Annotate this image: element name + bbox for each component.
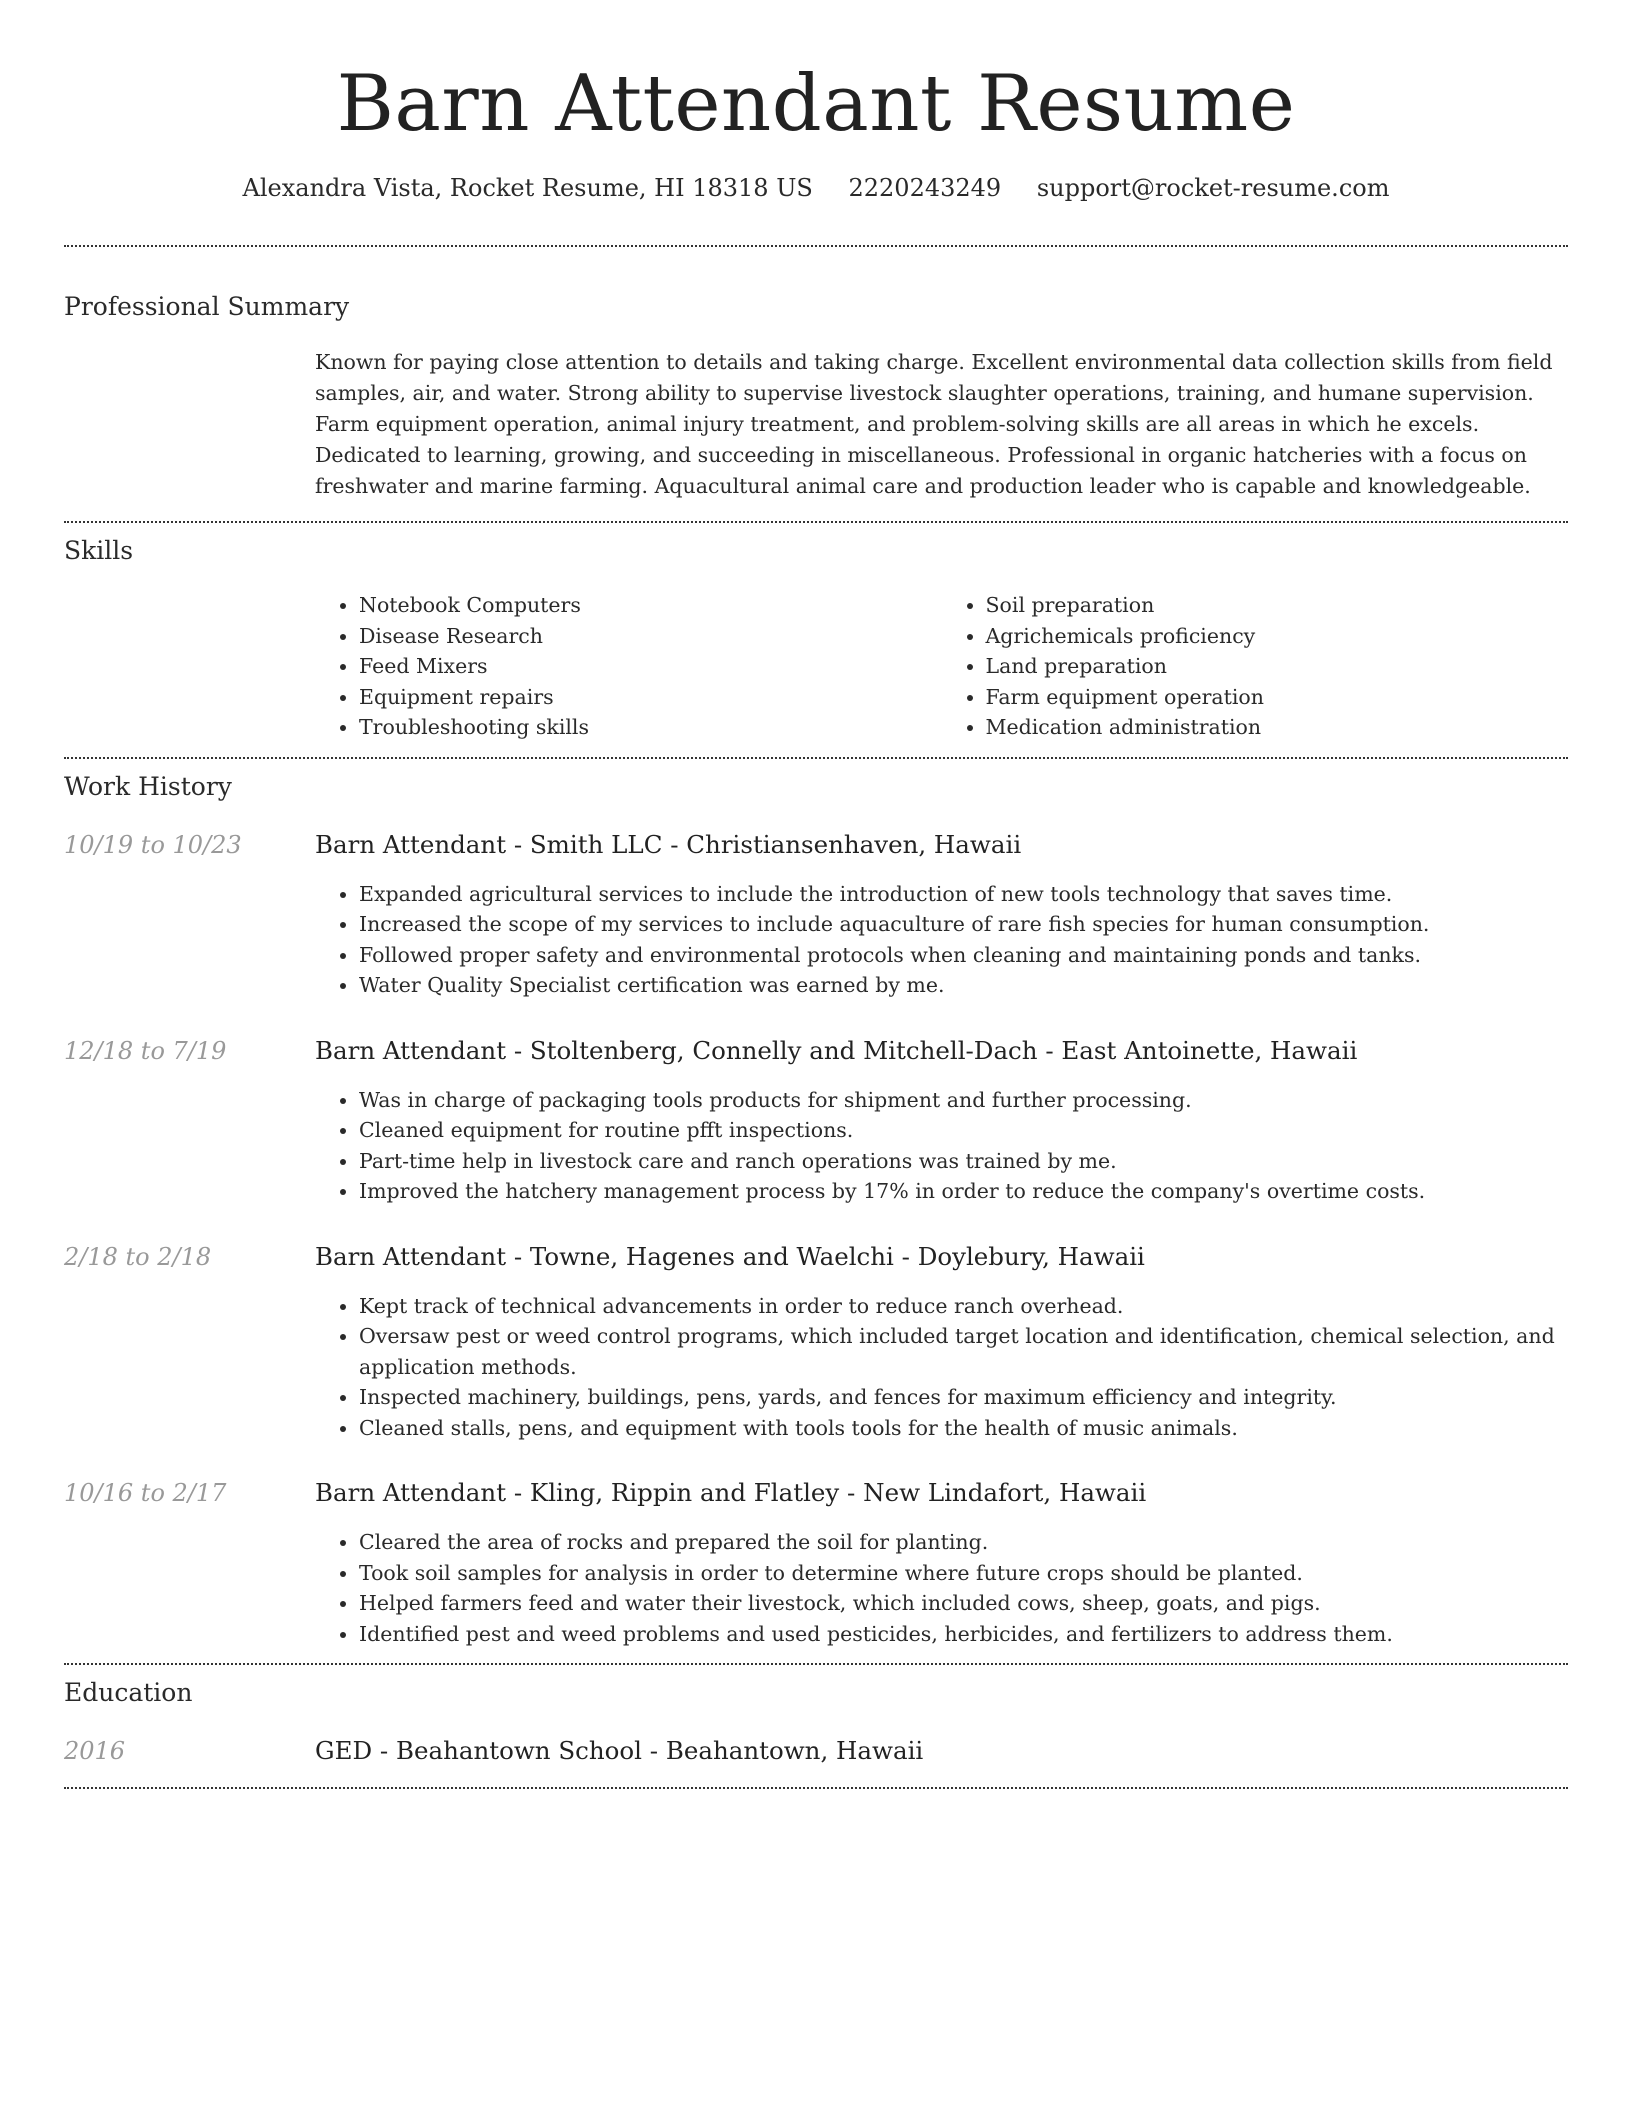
- job-bullets: [315, 879, 1568, 1001]
- job-bullet: • Kept track of technical advancements in order to reduce ranch overhead.: [359, 1291, 1568, 1322]
- contact-address: Alexandra Vista, Rocket Resume, HI 18318 US: [242, 174, 813, 202]
- job-bullet: • Expanded agricultural services to include the introduction of new tools technology that saves time.: [359, 879, 1568, 910]
- job-bullet: • Water Quality Specialist certification was earned by me.: [359, 970, 1568, 1001]
- job-bullet: • Oversaw pest or weed control programs, which included target location and identification, chemical selection, and application methods.: [359, 1321, 1568, 1382]
- job-bullet: • Identified pest and weed problems and used pesticides, herbicides, and fertilizers to address them.: [359, 1619, 1568, 1650]
- education-entry: [64, 1735, 1568, 1767]
- divider: [64, 1787, 1568, 1789]
- skill-item: • Farm equipment operation: [986, 682, 1569, 713]
- job-bullets: [315, 1527, 1568, 1649]
- divider: [64, 245, 1568, 247]
- contact-email: support@rocket-resume.com: [1036, 174, 1390, 202]
- job-dates: 10/16 to 2/17: [64, 1479, 227, 1507]
- skill-item: • Agrichemicals proficiency: [986, 621, 1569, 652]
- skill-item: • Soil preparation: [986, 590, 1569, 621]
- job-entry: [64, 1241, 1568, 1444]
- job-title: Barn Attendant - Towne, Hagenes and Waelchi - Doylebury, Hawaii: [315, 1241, 1145, 1271]
- work-heading: Work History: [64, 771, 232, 801]
- skills-list: [315, 590, 1568, 743]
- divider: [64, 521, 1568, 523]
- education-heading: Education: [64, 1678, 193, 1707]
- job-bullet: • Was in charge of packaging tools products for shipment and further processing.: [359, 1085, 1568, 1116]
- skill-item: • Troubleshooting skills: [359, 712, 942, 743]
- resume-page: [64, 0, 1568, 1789]
- job-bullet: • Cleaned stalls, pens, and equipment with tools tools for the health of music animals.: [359, 1413, 1568, 1444]
- job-bullet: • Cleaned equipment for routine pfft inspections.: [359, 1115, 1568, 1146]
- job-dates: 10/19 to 10/23: [64, 830, 242, 859]
- skills-column-right: [942, 590, 1569, 743]
- job-bullets: [315, 1291, 1568, 1444]
- job-bullet: • Followed proper safety and environmental protocols when cleaning and maintaining ponds and tanks.: [359, 940, 1568, 971]
- job-title: Barn Attendant - Kling, Rippin and Flatley - New Lindafort, Hawaii: [315, 1478, 1147, 1507]
- job-bullets: [315, 1085, 1568, 1207]
- education-year: 2016: [64, 1737, 126, 1765]
- job-bullet: • Took soil samples for analysis in order to determine where future crops should be planted.: [359, 1558, 1568, 1589]
- skill-item: • Medication administration: [986, 712, 1569, 743]
- resume-title: Barn Attendant Resume: [336, 59, 1296, 149]
- job-dates: 12/18 to 7/19: [64, 1036, 227, 1065]
- divider: [64, 757, 1568, 759]
- job-bullet: • Helped farmers feed and water their livestock, which included cows, sheep, goats, and pigs.: [359, 1588, 1568, 1619]
- job-entry: [64, 829, 1568, 1001]
- skills-column-left: [315, 590, 942, 743]
- skills-heading: Skills: [64, 536, 134, 565]
- job-dates: 2/18 to 2/18: [64, 1242, 212, 1271]
- summary-text: Known for paying close attention to details and taking charge. Excellent environmental data collection skills from field samples, air, and water. Strong ability to supervise livestock slaughter operations, training, and humane supervision. Farm equipment operation, animal injury treatment, and problem-solving skills are all areas in which he excels. Dedicated to learning, growing, and succeeding in miscellaneous. Professional in organic hatcheries with a focus on freshwater and marine farming. Aquacultural animal care and production leader who is capable and knowledgeable.: [315, 350, 1553, 498]
- summary-heading: Professional Summary: [64, 292, 350, 321]
- education-title: GED - Beahantown School - Beahantown, Hawaii: [315, 1736, 924, 1765]
- contact-line: [64, 172, 1568, 204]
- divider: [64, 1663, 1568, 1665]
- skill-item: • Disease Research: [359, 621, 942, 652]
- skill-item: • Equipment repairs: [359, 682, 942, 713]
- job-title: Barn Attendant - Stoltenberg, Connelly and Mitchell-Dach - East Antoinette, Hawaii: [315, 1035, 1358, 1065]
- skill-item: • Notebook Computers: [359, 590, 942, 621]
- skill-item: • Land preparation: [986, 651, 1569, 682]
- job-entry: [64, 1477, 1568, 1649]
- job-bullet: • Inspected machinery, buildings, pens, yards, and fences for maximum efficiency and integrity.: [359, 1382, 1568, 1413]
- job-bullet: • Part-time help in livestock care and ranch operations was trained by me.: [359, 1146, 1568, 1177]
- job-bullet: • Improved the hatchery management process by 17% in order to reduce the company's overtime costs.: [359, 1176, 1568, 1207]
- job-bullet: • Cleared the area of rocks and prepared the soil for planting.: [359, 1527, 1568, 1558]
- job-title: Barn Attendant - Smith LLC - Christiansenhaven, Hawaii: [315, 829, 1022, 859]
- contact-phone: 2220243249: [848, 174, 1002, 202]
- job-bullet: • Increased the scope of my services to include aquaculture of rare fish species for human consumption.: [359, 909, 1568, 940]
- skill-item: • Feed Mixers: [359, 651, 942, 682]
- job-entry: [64, 1035, 1568, 1207]
